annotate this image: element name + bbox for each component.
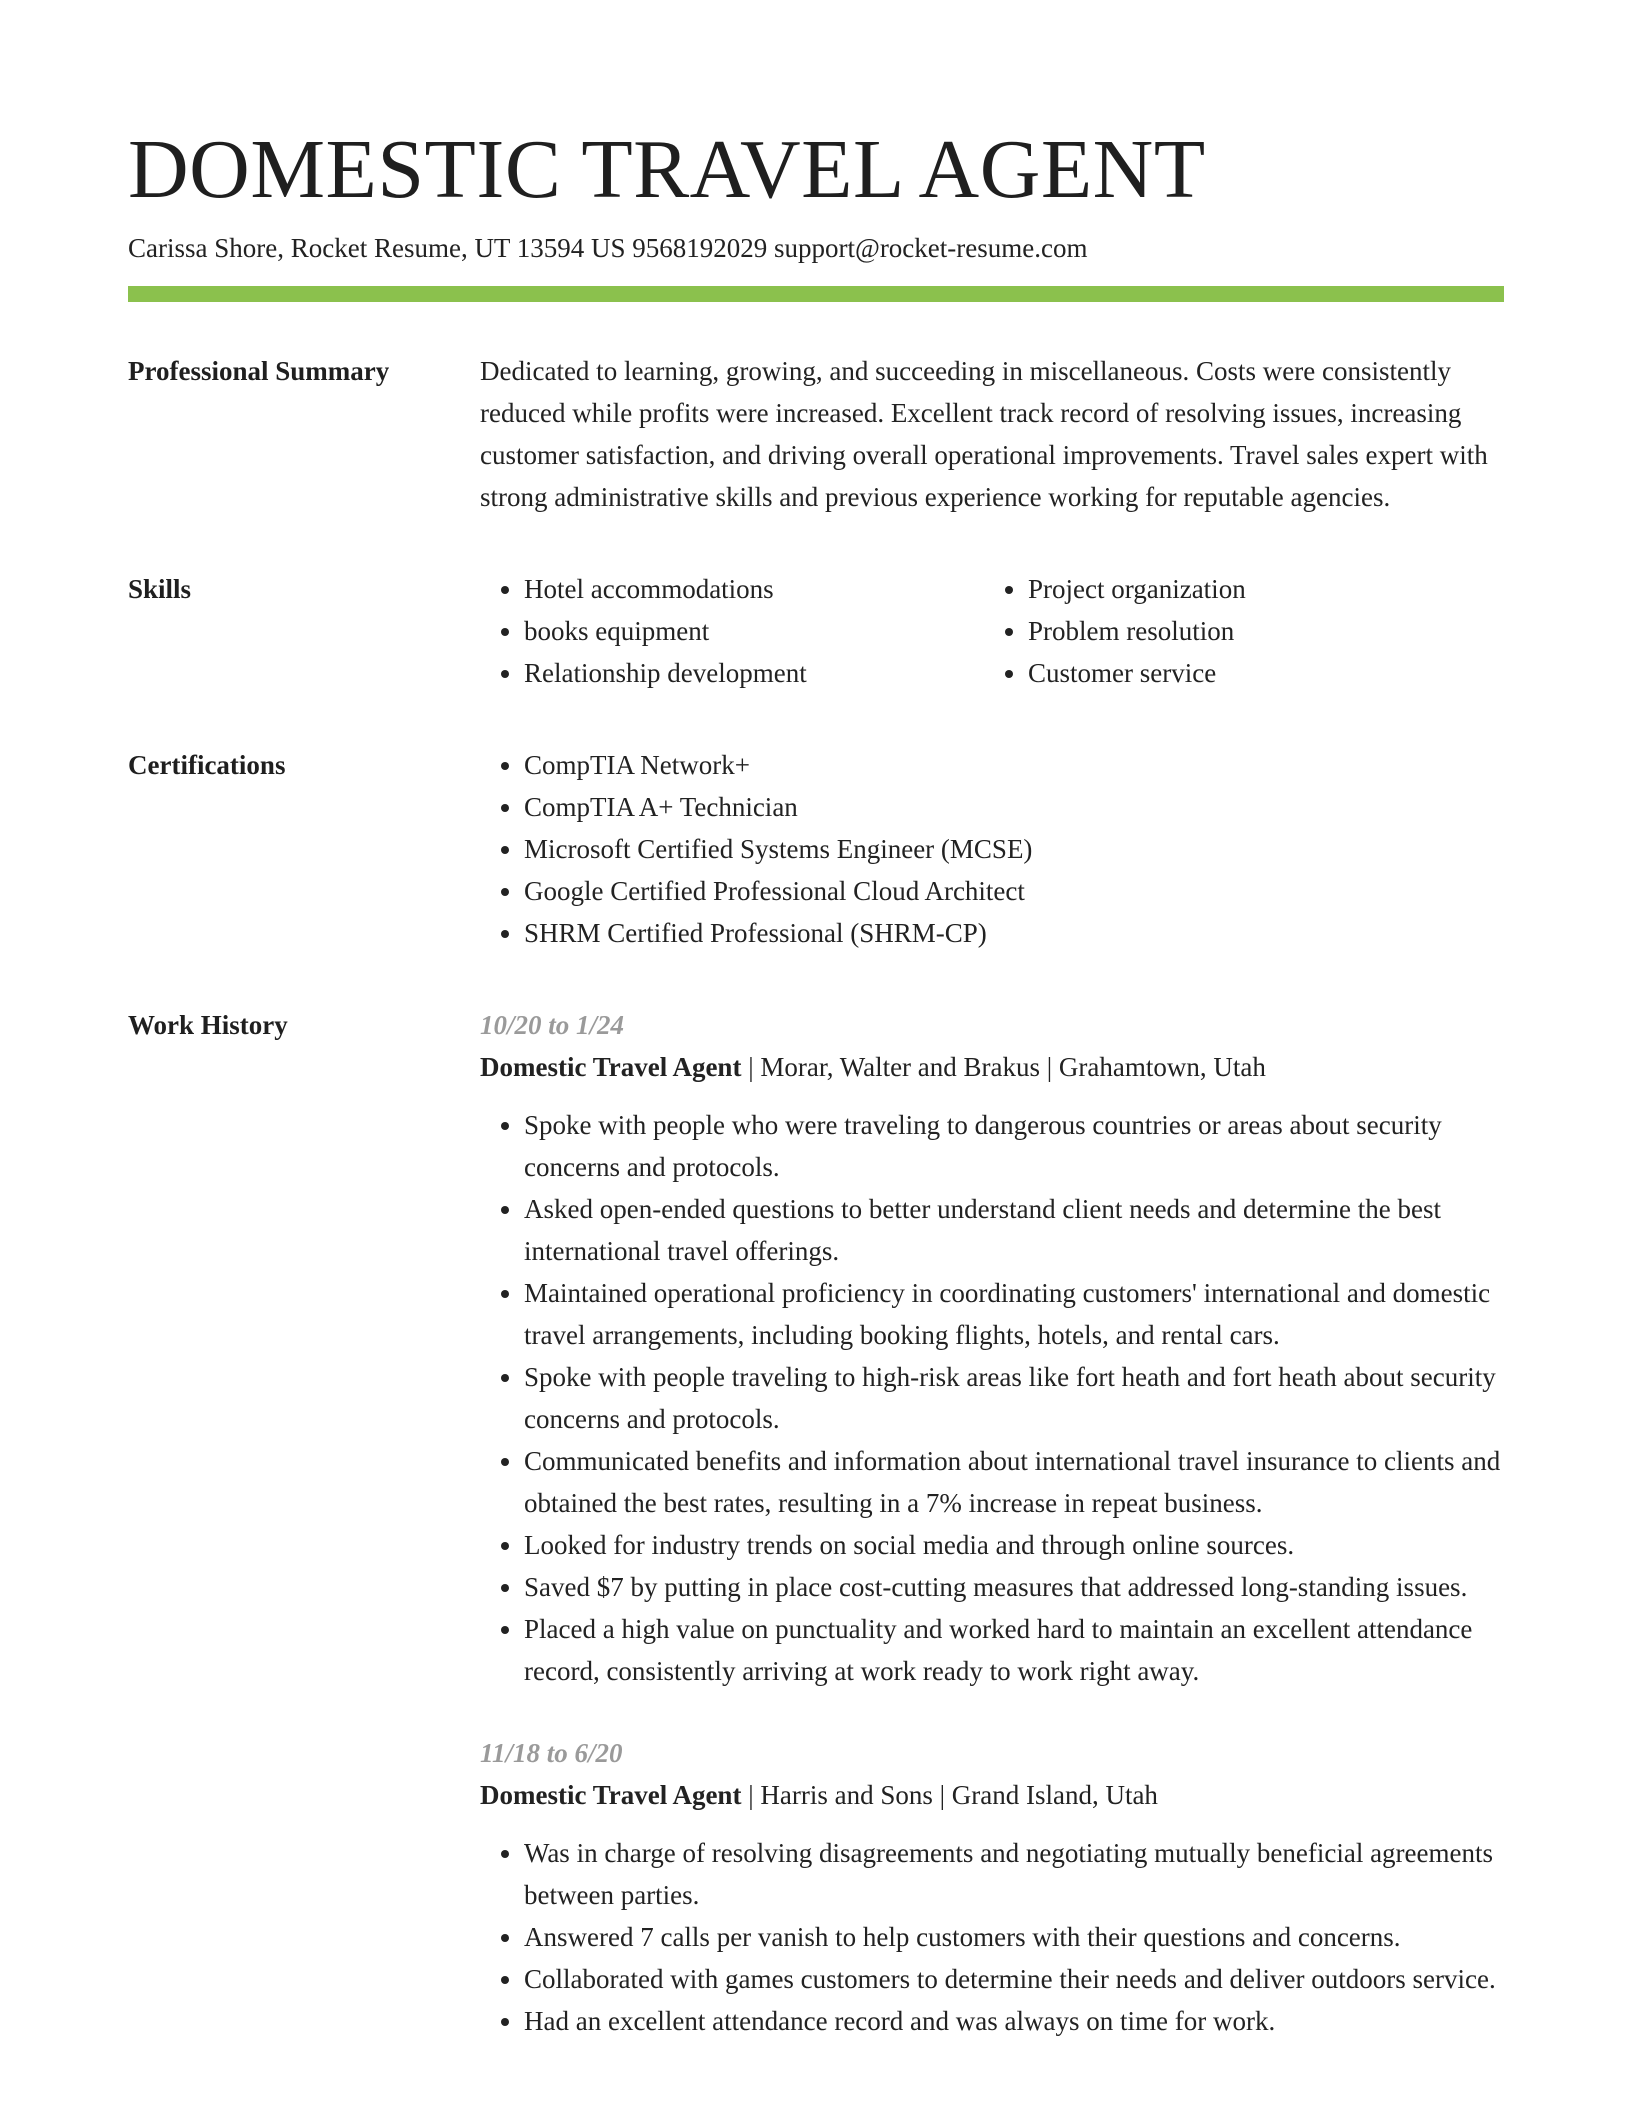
job-dates: 11/18 to 6/20 [480,1738,623,1768]
skills-heading: Skills [128,574,192,604]
certifications-section [128,744,1504,954]
job-employer-location: | Morar, Walter and Brakus | Grahamtown, Utah [741,1052,1266,1082]
skill-item: • books equipment [524,610,984,652]
job-entry [480,1004,1504,1692]
job-bullet: • Asked open-ended questions to better understand client needs and determine the best international travel offerings. [524,1188,1504,1272]
resume-page [128,122,1504,2042]
job-title-line [480,1774,1504,1816]
job-bullet: • Spoke with people who were traveling to dangerous countries or areas about security concerns and protocols. [524,1104,1504,1188]
skill-item: • Project organization [1028,568,1488,610]
job-bullets [480,1104,1504,1692]
job-bullet: • Had an excellent attendance record and was always on time for work. [524,2000,1504,2042]
job-title-line [480,1046,1504,1088]
contact-line: Carissa Shore, Rocket Resume, UT 13594 US 9568192029 support@rocket-resume.com [128,233,1088,263]
summary-section [128,350,1504,518]
certification-item: • CompTIA A+ Technician [524,786,1504,828]
skill-item: • Problem resolution [1028,610,1488,652]
job-bullet: • Collaborated with games customers to determine their needs and deliver outdoors service. [524,1958,1504,2000]
skills-column-left [480,568,984,694]
job-bullet: • Spoke with people traveling to high-risk areas like fort heath and fort heath about security concerns and protocols. [524,1356,1504,1440]
work-history-heading: Work History [128,1010,288,1040]
certification-item: • Microsoft Certified Systems Engineer (MCSE) [524,828,1504,870]
skills-column-right [984,568,1488,694]
job-title: Domestic Travel Agent [480,1780,742,1810]
certification-item: • CompTIA Network+ [524,744,1504,786]
job-bullet: • Maintained operational proficiency in coordinating customers' international and domestic travel arrangements, including booking flights, hotels, and rental cars. [524,1272,1504,1356]
job-employer-location: | Harris and Sons | Grand Island, Utah [741,1780,1158,1810]
job-bullet: • Placed a high value on punctuality and worked hard to maintain an excellent attendance record, consistently arriving at work ready to work right away. [524,1608,1504,1692]
summary-heading: Professional Summary [128,356,390,386]
certification-item: • Google Certified Professional Cloud Architect [524,870,1504,912]
job-bullet: • Looked for industry trends on social media and through online sources. [524,1524,1504,1566]
job-bullet: • Was in charge of resolving disagreements and negotiating mutually beneficial agreements between parties. [524,1832,1504,1916]
certifications-heading: Certifications [128,750,286,780]
job-title: Domestic Travel Agent [480,1052,742,1082]
skills-section [128,568,1504,694]
skill-item: • Relationship development [524,652,984,694]
skill-item: • Customer service [1028,652,1488,694]
header-divider [128,286,1504,302]
job-bullet: • Communicated benefits and information about international travel insurance to clients and obtained the best rates, resulting in a 7% increase in repeat business. [524,1440,1504,1524]
certification-item: • SHRM Certified Professional (SHRM-CP) [524,912,1504,954]
resume-title: DOMESTIC TRAVEL AGENT [128,123,1206,216]
job-entry [480,1732,1504,2042]
job-dates: 10/20 to 1/24 [480,1010,625,1040]
job-bullet: • Saved $7 by putting in place cost-cutting measures that addressed long-standing issues. [524,1566,1504,1608]
skill-item: • Hotel accommodations [524,568,984,610]
job-bullet: • Answered 7 calls per vanish to help customers with their questions and concerns. [524,1916,1504,1958]
work-history-section [128,1004,1504,2042]
job-bullets [480,1832,1504,2042]
summary-text: Dedicated to learning, growing, and succeeding in miscellaneous. Costs were consistently reduced while profits were increased. Excellent track record of resolving issues, increasing customer satisfaction, and driving overall operational improvements. Travel sales expert with strong administrative skills and previous experience working for reputable agencies. [480,356,1488,512]
